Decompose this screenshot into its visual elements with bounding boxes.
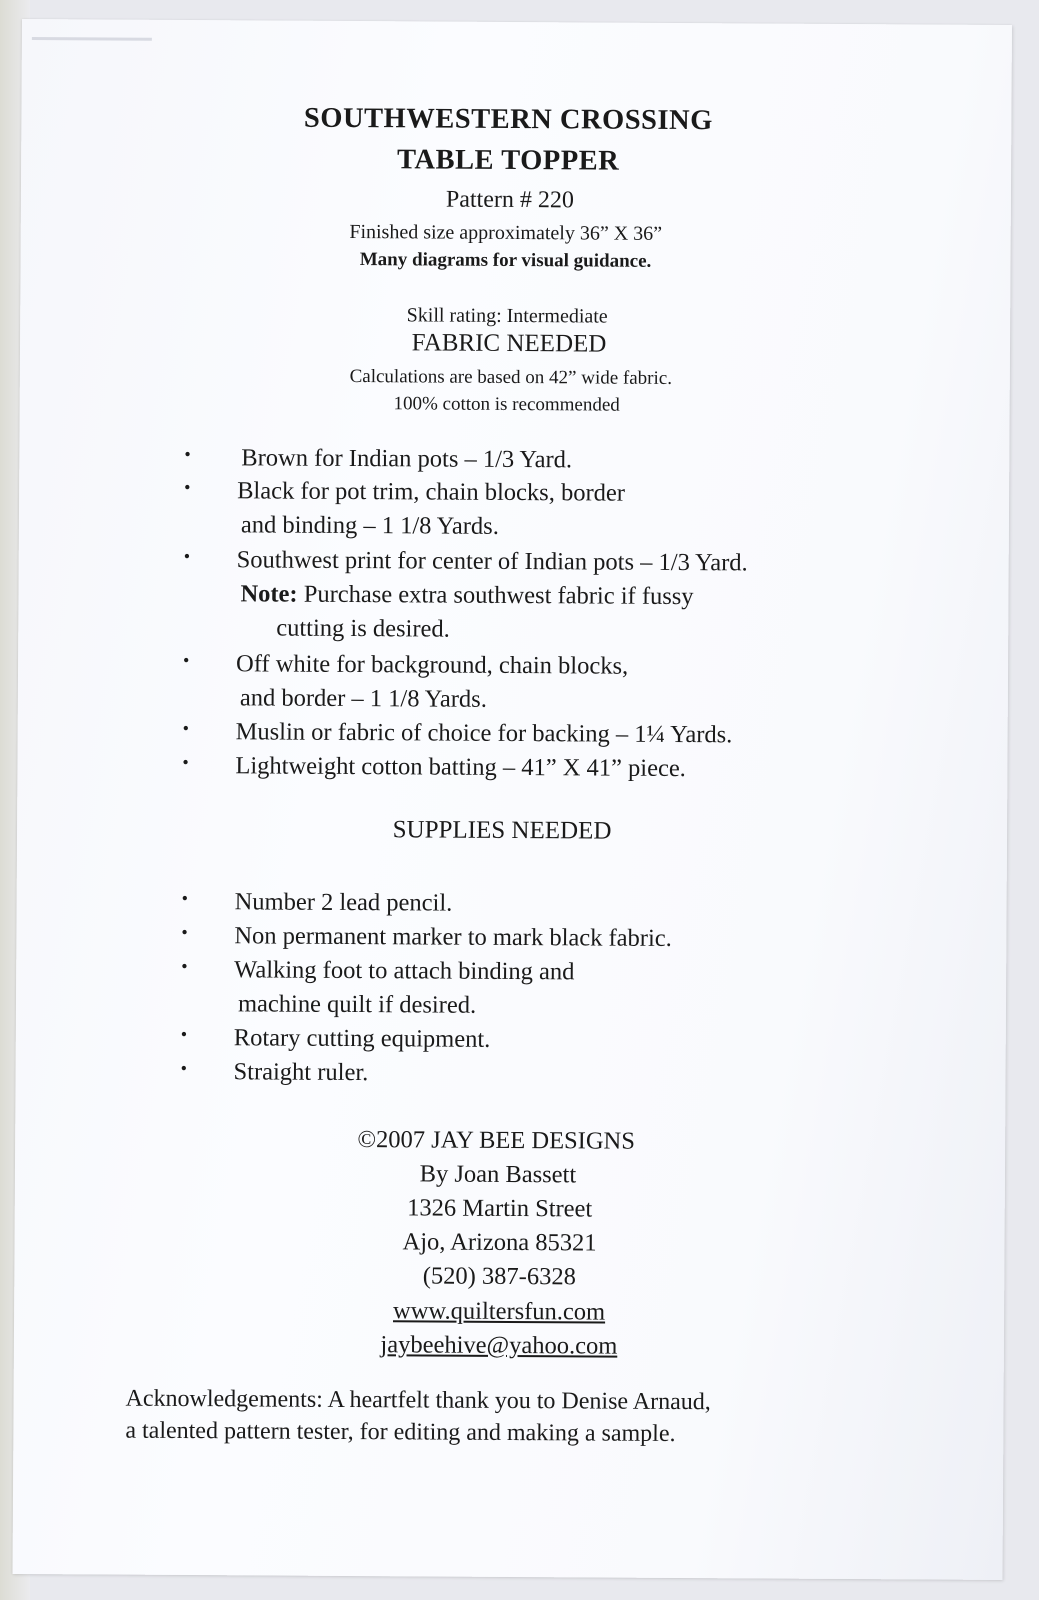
bullet-icon: • <box>180 1057 187 1079</box>
list-item-text: Walking foot to attach binding and <box>234 956 575 986</box>
bullet-icon: • <box>182 751 189 773</box>
bullet-icon: • <box>182 717 190 739</box>
bullet-icon: • <box>181 955 188 977</box>
list-item <box>18 751 1008 783</box>
list-item-text: Southwest print for center of Indian pots – 1/3 Yard. <box>236 546 748 577</box>
list-item <box>18 717 1008 749</box>
pattern-page <box>13 19 1012 1580</box>
title-line-2: TABLE TOPPER <box>396 144 620 177</box>
diagrams-note: Many diagrams for visual guidance. <box>359 249 652 272</box>
fabric-width-note: Calculations are based on 42” wide fabric. <box>349 365 673 389</box>
bullet-icon: • <box>180 1023 188 1045</box>
cotton-note: 100% cotton is recommended <box>393 393 620 416</box>
list-item <box>16 1057 1006 1087</box>
list-item-text: Number 2 lead pencil. <box>234 888 453 917</box>
page-fold-mark <box>32 37 152 41</box>
list-item <box>19 476 1009 540</box>
note-text: Purchase extra southwest fabric if fussy <box>297 580 694 611</box>
list-item-text: Rotary cutting equipment. <box>233 1024 491 1053</box>
list-item-text: Non permanent marker to mark black fabric. <box>234 922 672 952</box>
list-item-text-cont: and binding – 1 1/8 Yards. <box>240 511 499 540</box>
list-item-text: Muslin or fabric of choice for backing – 1¼ Yards. <box>235 718 733 749</box>
bullet-icon: • <box>183 545 191 567</box>
list-item <box>17 887 1007 917</box>
supplies-heading: SUPPLIES NEEDED <box>392 816 612 845</box>
list-item <box>16 955 1006 1019</box>
acknowledgements-line-1: Acknowledgements: A heartfelt thank you to Denise Arnaud, <box>125 1385 711 1416</box>
email-link[interactable]: jaybeehive@yahoo.com <box>380 1331 618 1360</box>
street-address: 1326 Martin Street <box>407 1194 593 1223</box>
list-item <box>16 1023 1006 1053</box>
list-item-text: Off white for background, chain blocks, <box>235 650 629 680</box>
list-item-text: Straight ruler. <box>233 1058 369 1087</box>
acknowledgements-line-2: a talented pattern tester, for editing and making a sample. <box>125 1417 676 1447</box>
author: By Joan Bassett <box>419 1160 577 1189</box>
list-item-text: Brown for Indian pots – 1/3 Yard. <box>241 444 573 474</box>
list-item-text: Lightweight cotton batting – 41” X 41” piece. <box>235 752 686 783</box>
list-item-text-cont: machine quilt if desired. <box>237 990 477 1019</box>
list-item <box>18 649 1008 713</box>
title-line-1: SOUTHWESTERN CROSSING <box>303 102 713 137</box>
note-label: Note: <box>240 580 298 608</box>
pattern-number: Pattern # 220 <box>445 186 574 214</box>
bullet-icon: • <box>184 443 191 465</box>
website-link[interactable]: www.quiltersfun.com <box>392 1297 606 1326</box>
city-state-zip: Ajo, Arizona 85321 <box>402 1228 597 1257</box>
bullet-icon: • <box>184 476 191 498</box>
fabric-note <box>19 579 1009 643</box>
phone-number: (520) 387-6328 <box>422 1262 576 1291</box>
list-item <box>16 921 1006 952</box>
bullet-icon: • <box>181 887 189 909</box>
note-text-cont: cutting is desired. <box>276 614 450 643</box>
fabric-heading: FABRIC NEEDED <box>411 329 607 358</box>
list-item-text: Black for pot trim, chain blocks, border <box>237 477 626 507</box>
finished-size: Finished size approximately 36” X 36” <box>349 220 663 245</box>
list-item-text-cont: and border – 1 1/8 Yards. <box>239 684 487 713</box>
list-item <box>19 545 1009 577</box>
skill-rating: Skill rating: Intermediate <box>406 304 608 328</box>
bullet-icon: • <box>181 921 188 943</box>
copyright: ©2007 JAY BEE DESIGNS <box>357 1126 635 1155</box>
list-item <box>19 443 1009 474</box>
bullet-icon: • <box>183 649 190 671</box>
